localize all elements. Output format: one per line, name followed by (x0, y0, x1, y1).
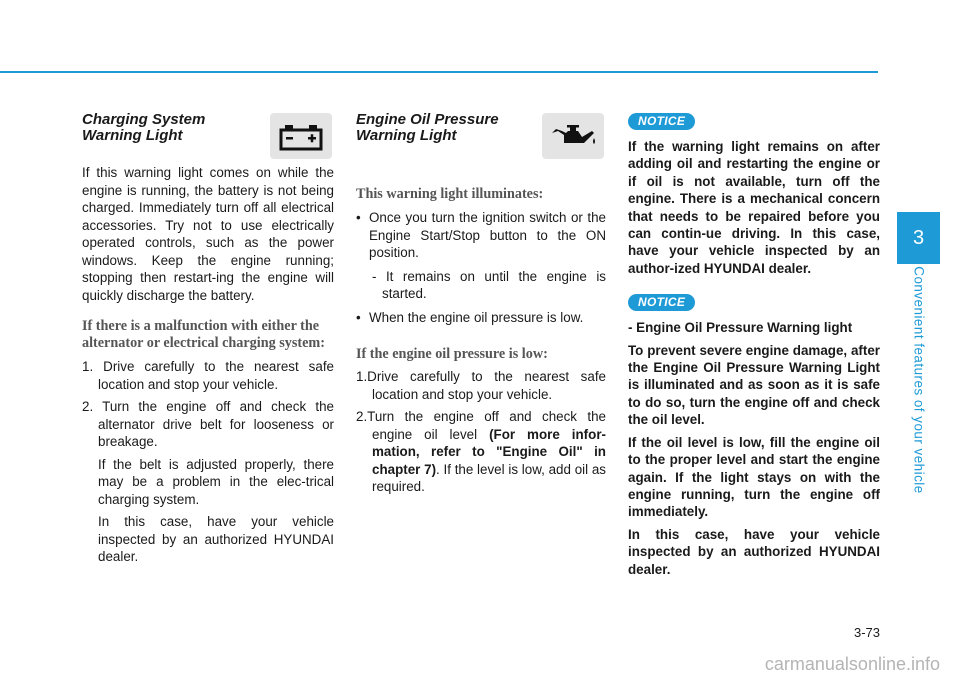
oil-low-heading: If the engine oil pressure is low: (356, 346, 548, 362)
battery-icon (270, 113, 332, 159)
notice-2-title: - Engine Oil Pressure Warning light (628, 320, 853, 336)
chapter-number: 3 (912, 226, 925, 249)
notice-2 (628, 293, 880, 578)
charging-intro: If this warning light comes on while the engine is running, the battery is not being charged. Immediately turn off all electrical accessories. Try not to use electrically operated controls, such as the power windows. Keep the engine running; stopping then restart-ing the engine will quickly discharge the battery. (82, 165, 334, 303)
oil-bullet-1-sub: - It remains on until the engine is started. (372, 268, 606, 301)
notice-1 (628, 112, 880, 277)
charging-malfunction-heading: If there is a malfunction with either the alternator or electrical charging system: (82, 318, 325, 351)
charging-step-2-note-1: If the belt is adjusted properly, there may be a problem in the elec-trical charging system. (98, 456, 334, 507)
oil-step-2-suffix: . If the level is low, add oil as required. (372, 461, 606, 494)
charging-title-line1: Charging System (82, 111, 206, 128)
notice-1-text: If the warning light remains on after adding oil and restarting the engine or if oil is not available, turn off the engine. There is a mechanical concern that needs to be repaired before you can contin-ue driving. In this case, have your vehicle inspected by an author-ized HYUNDAI dealer. (628, 139, 880, 276)
charging-step-1: 1. Drive carefully to the nearest safe location and stop your vehicle. (82, 359, 334, 392)
oil-section (356, 112, 606, 501)
top-rule (0, 71, 878, 73)
oil-bullet-2: • When the engine oil pressure is low. (356, 309, 606, 327)
oil-step-2 (356, 408, 606, 496)
notice-badge: NOTICE (628, 294, 695, 311)
charging-step-2: 2. Turn the engine off and check the alternator drive belt for looseness or breakage. (82, 399, 334, 449)
notice-2-para-1: To prevent severe engine damage, after the Engine Oil Pressure Warning Light is illuminated and as soon as it is safe to do so, turn the engine off and check the oil level. (628, 342, 880, 428)
notice-2-para-2: If the oil level is low, fill the engine oil to the proper level and start the engine again. If the light stays on with the engine running, turn the engine off immediately. (628, 434, 880, 520)
page-number: 3-73 (853, 625, 880, 640)
oil-step-2-prefix: 2.Turn the engine off and check the engine oil level (356, 409, 606, 442)
notice-section (628, 112, 880, 578)
notice-badge: NOTICE (628, 113, 695, 130)
chapter-tab (897, 212, 940, 264)
charging-title-line2: Warning Light (82, 127, 183, 144)
oil-step-2-reference: (For more infor-mation, refer to "Engine Oil" in chapter 7) (372, 426, 606, 477)
oil-title-line1: Engine Oil Pressure (356, 111, 499, 128)
oil-bullet-1: • Once you turn the ignition switch or the Engine Start/Stop button to the ON position. (356, 209, 606, 262)
charging-heading-row (82, 112, 334, 164)
charging-section (82, 112, 334, 571)
watermark: carmanualsonline.info (764, 654, 940, 674)
oil-title-line2: Warning Light (356, 127, 457, 144)
oil-heading-row (356, 112, 606, 164)
chapter-caption: Convenient features of your vehicle (911, 266, 927, 494)
oil-can-icon (542, 113, 604, 159)
oil-illuminates-heading: This warning light illuminates: (356, 186, 544, 202)
charging-step-2-note-2: In this case, have your vehicle inspected by an authorized HYUNDAI dealer. (98, 514, 334, 564)
oil-step-1: 1.Drive carefully to the nearest safe location and stop your vehicle. (356, 369, 606, 402)
notice-2-para-3: In this case, have your vehicle inspected by an authorized HYUNDAI dealer. (628, 526, 880, 577)
